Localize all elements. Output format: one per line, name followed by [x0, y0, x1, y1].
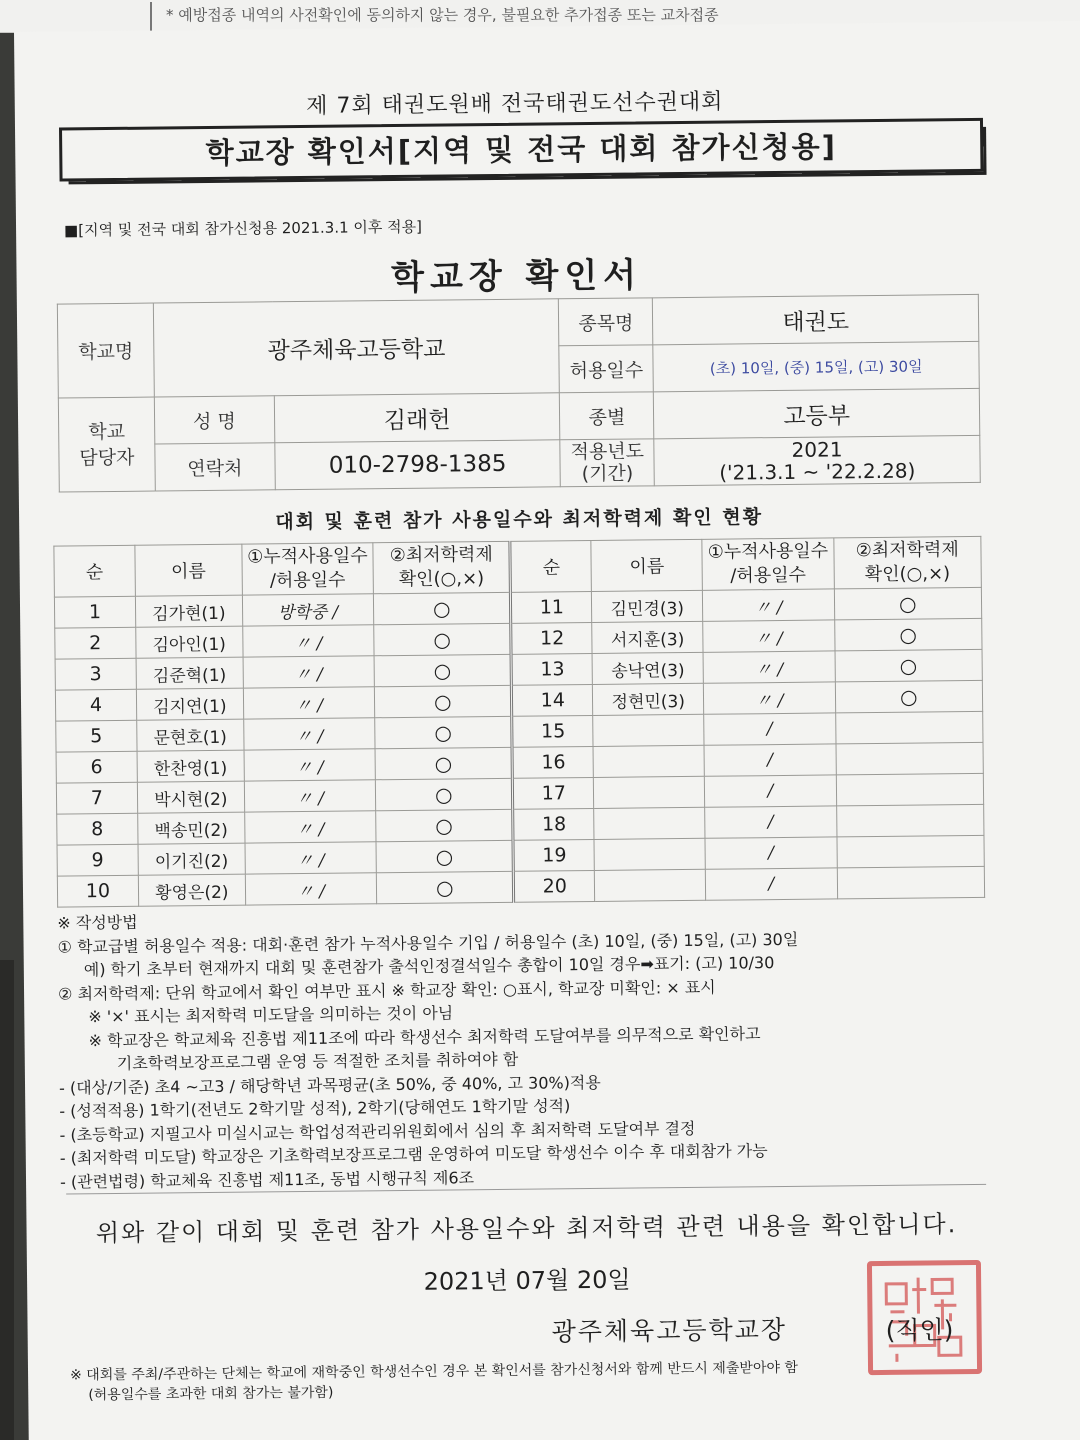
division-value: 고등부	[654, 388, 980, 438]
academic-check: ○	[835, 649, 983, 682]
days-used: 〃 /	[244, 718, 376, 750]
athlete-name	[594, 807, 705, 839]
academic-check	[837, 866, 985, 899]
academic-check: ○	[375, 716, 513, 748]
row-number: 20	[514, 870, 595, 902]
row-number: 6	[56, 751, 137, 783]
name-value: 김래헌	[274, 393, 560, 443]
athlete-name: 김지연(1)	[136, 688, 243, 720]
days-used: 〃 /	[243, 625, 375, 657]
year-value: 2021	[791, 437, 843, 462]
athlete-name	[594, 869, 705, 901]
instruction-line: 예) 학기 초부터 현재까지 대회 및 훈련참가 출석인정결석일수 총합이 10일 경우➡표기: (고) 10/30	[83, 953, 775, 980]
boxed-title: 학교장 확인서[지역 및 전국 대회 참가신청용]	[59, 118, 984, 182]
athlete-name: 황영은(2)	[138, 874, 245, 906]
header-no: 순	[54, 545, 135, 597]
allowed-days-value: (초) 10일, (중) 15일, (고) 30일	[653, 341, 979, 391]
athlete-name: 백송민(2)	[137, 812, 244, 844]
instruction-line: - (성적적용) 1학기(전년도 2학기말 성적), 2학기(당해연도 1학기말 성적)	[59, 1096, 571, 1121]
sport-value: 태권도	[653, 294, 979, 344]
name-label: 성 명	[154, 396, 274, 444]
instruction-heading: ※ 작성방법	[57, 912, 138, 933]
row-number: 4	[55, 689, 136, 721]
instruction-line: - (대상/기준) 초4 ~고3 / 해당학년 과목평균(초 50%, 중 40%, 고 30%)적용	[58, 1072, 601, 1098]
confirmation-date: 2021년 07월 20일	[423, 1265, 631, 1296]
athlete-name: 한찬영(1)	[137, 750, 244, 782]
days-used: 방학중 /	[242, 594, 374, 626]
instruction-line: ② 최저학력제: 단위 학교에서 확인 여부만 표시 ※ 학교장 확인: ○표시, 학교장 미확인: × 표시	[57, 977, 716, 1004]
header-days: ①누적사용일수 /허용일수	[702, 538, 834, 590]
footnote	[70, 1356, 1000, 1406]
principal-title: 광주체육고등학교장	[551, 1314, 788, 1347]
instruction-line: - (최저학력 미도달) 학교장은 기초학력보장프로그램 운영하여 미도달 학생선수 이수 후 대회참가 가능	[59, 1141, 768, 1168]
contact-label: 연락처	[155, 443, 275, 491]
row-number: 15	[512, 715, 593, 747]
row-number: 1	[54, 596, 135, 628]
row-number: 13	[511, 653, 592, 685]
athlete-name	[594, 838, 705, 870]
days-used: 〃 /	[244, 780, 376, 812]
footnote-line: ※ 대회를 주최/주관하는 단체는 학교에 재학중인 학생선수인 경우 본 확인서를 참가신청서와 함께 반드시 제출받아야 함	[69, 1359, 799, 1384]
status-subtitle: 대회 및 훈련 참가 사용일수와 최저학력제 확인 현황	[275, 506, 764, 534]
header-days: ①누적사용일수 /허용일수	[242, 543, 374, 595]
athlete-name: 이기진(2)	[138, 843, 245, 875]
year-period: ('21.3.1 ~ '22.2.28)	[719, 458, 916, 485]
background-surface	[0, 960, 14, 1440]
academic-check: ○	[834, 618, 982, 651]
days-used: /	[704, 713, 836, 745]
days-used: 〃 /	[243, 687, 375, 719]
athlete-name	[593, 714, 704, 746]
athlete-name: 김준혁(1)	[136, 657, 243, 689]
academic-check: ○	[374, 685, 512, 717]
school-label: 학교명	[57, 303, 154, 398]
instruction-line: ※ '×' 표시는 최저학력 미도달을 의미하는 것이 아님	[88, 1003, 454, 1027]
header-no: 순	[510, 540, 591, 592]
academic-check: ○	[835, 680, 983, 713]
academic-check: ○	[376, 840, 514, 872]
athlete-name: 김민경(3)	[592, 590, 703, 622]
allowed-days-label: 허용일수	[559, 345, 653, 393]
application-note: ■[지역 및 전국 대회 참가신청용 2021.3.1 이후 적용]	[63, 217, 423, 240]
row-number: 16	[512, 746, 593, 778]
days-used: /	[705, 837, 837, 869]
instruction-line: - (관련법령) 학교체육 진흥법 제11조, 동법 시행규칙 제6조	[59, 1167, 475, 1192]
row-number: 12	[511, 622, 592, 654]
confirmation-statement: 위와 같이 대회 및 훈련 참가 사용일수와 최저학력 관련 내용을 확인합니다.	[95, 1210, 958, 1248]
days-used: 〃 /	[245, 842, 377, 874]
days-used: 〃 /	[704, 682, 836, 714]
school-value: 광주체육고등학교	[153, 299, 559, 397]
row-number: 18	[513, 808, 594, 840]
academic-check: ○	[373, 592, 511, 624]
instructions	[57, 902, 990, 1194]
athlete-name: 송낙연(3)	[592, 652, 703, 684]
row-number: 3	[55, 658, 136, 690]
sport-label: 종목명	[559, 298, 653, 346]
row-number: 17	[513, 777, 594, 809]
row-number: 11	[511, 591, 592, 623]
academic-check	[836, 773, 984, 806]
instruction-line: ① 학교급별 허용일수 적용: 대회·훈련 참가 누적사용일수 기입 / 허용일수 (초) 10일, (중) 15일, (고) 30일	[57, 929, 799, 957]
row-number: 5	[56, 720, 137, 752]
instruction-line: 기초학력보장프로그램 운영 등 적절한 조치를 취하여야 함	[116, 1049, 519, 1073]
document-sheet	[14, 21, 1080, 1440]
year-label: 적용년도 (기간)	[560, 439, 654, 487]
athlete-name	[593, 745, 704, 777]
header-name: 이름	[591, 539, 703, 591]
division-label: 종별	[560, 392, 654, 440]
academic-check	[837, 835, 985, 868]
days-used: /	[705, 775, 837, 807]
academic-check: ○	[376, 871, 514, 903]
row-number: 10	[57, 875, 138, 907]
row-number: 8	[57, 813, 138, 845]
athlete-name: 박시현(2)	[137, 781, 244, 813]
row-number: 2	[55, 627, 136, 659]
days-used: /	[705, 806, 837, 838]
athlete-name: 김아인(1)	[136, 626, 243, 658]
contest-name: 제 7회 태권도원배 전국태권도선수권대회	[306, 89, 724, 119]
header-name: 이름	[135, 544, 243, 596]
academic-check: ○	[375, 778, 513, 810]
days-used: 〃 /	[244, 811, 376, 843]
days-used: 〃 /	[245, 873, 377, 905]
academic-check	[835, 711, 983, 744]
athlete-table	[53, 536, 985, 908]
academic-check: ○	[374, 654, 512, 686]
athlete-name: 정현민(3)	[593, 683, 704, 715]
academic-check: ○	[375, 747, 513, 779]
athlete-name: 김가현(1)	[135, 595, 242, 627]
document-title: 학교장 확인서	[390, 255, 643, 299]
header-check: ②최저학력제 확인(○,×)	[373, 541, 511, 593]
days-used: 〃 /	[703, 651, 835, 683]
days-used: /	[706, 868, 838, 900]
academic-check	[836, 804, 984, 837]
athlete-name	[594, 776, 705, 808]
row-number: 19	[513, 839, 594, 871]
school-info-table	[57, 294, 981, 493]
underlying-page-text: * 예방접종 내역의 사전확인에 동의하지 않는 경우, 불필요한 추가접종 또는 교차접종	[166, 6, 719, 24]
header-check: ②최저학력제 확인(○,×)	[833, 536, 981, 589]
academic-check: ○	[376, 809, 514, 841]
contact-value: 010-2798-1385	[275, 440, 561, 490]
row-number: 7	[56, 782, 137, 814]
academic-check: ○	[374, 623, 512, 655]
days-used: 〃 /	[243, 656, 375, 688]
days-used: 〃 /	[244, 749, 376, 781]
instruction-line: ※ 학교장은 학교체육 진흥법 제11조에 따라 학생선수 최저학력 도달여부를 의무적으로 확인하고	[88, 1023, 761, 1050]
seal-label: (직인)	[885, 1315, 954, 1345]
row-number: 14	[512, 684, 593, 716]
academic-check	[836, 742, 984, 775]
footnote-line: (허용일수를 초과한 대회 참가는 불가함)	[88, 1384, 334, 1404]
days-used: 〃 /	[703, 620, 835, 652]
manager-label: 학교 담당자	[58, 397, 155, 492]
year-cell	[654, 435, 980, 485]
days-used: /	[704, 744, 836, 776]
athlete-name: 문현호(1)	[136, 719, 243, 751]
athlete-name: 서지훈(3)	[592, 621, 703, 653]
days-used: 〃 /	[703, 589, 835, 621]
instruction-line: - (초등학교) 지필고사 미실시교는 학업성적관리위원회에서 심의 후 최저학력 도달여부 결정	[59, 1118, 696, 1145]
row-number: 9	[57, 844, 138, 876]
academic-check: ○	[834, 587, 982, 620]
